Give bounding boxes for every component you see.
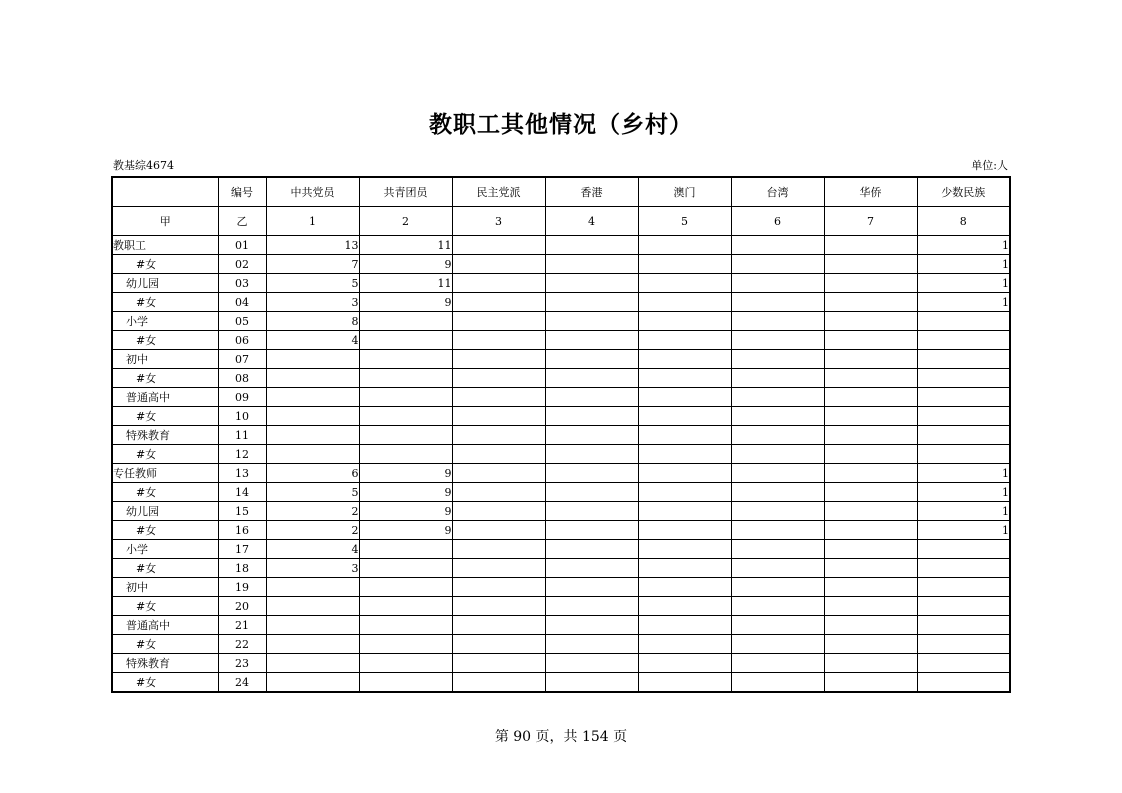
table-row	[112, 578, 1010, 597]
table-cell	[452, 236, 545, 255]
column-header: 华侨	[824, 177, 917, 207]
table-cell	[731, 331, 824, 350]
table-cell	[545, 464, 638, 483]
table-cell	[452, 274, 545, 293]
row-code: 20	[218, 597, 266, 616]
table-cell	[731, 274, 824, 293]
table-cell	[638, 426, 731, 445]
row-code: 19	[218, 578, 266, 597]
column-header: 少数民族	[917, 177, 1010, 207]
table-cell	[545, 445, 638, 464]
column-code: 1	[266, 207, 359, 236]
table-row	[112, 293, 1010, 312]
row-label: #女	[112, 293, 218, 312]
table-cell: 5	[266, 274, 359, 293]
page-title: 教职工其他情况（乡村）	[429, 112, 693, 138]
table-cell	[638, 331, 731, 350]
table-cell	[359, 350, 452, 369]
table-row	[112, 521, 1010, 540]
table-cell: 1	[917, 502, 1010, 521]
table-cell	[731, 616, 824, 635]
table-cell	[452, 350, 545, 369]
table-cell	[731, 635, 824, 654]
table-cell	[452, 293, 545, 312]
table-cell	[266, 369, 359, 388]
table-row	[112, 654, 1010, 673]
table-cell	[545, 578, 638, 597]
table-cell	[359, 407, 452, 426]
table-cell: 1	[917, 521, 1010, 540]
column-header: 香港	[545, 177, 638, 207]
row-code: 11	[218, 426, 266, 445]
table-cell	[917, 388, 1010, 407]
table-cell	[266, 578, 359, 597]
row-label: #女	[112, 445, 218, 464]
table-cell	[731, 445, 824, 464]
row-code: 14	[218, 483, 266, 502]
table-row	[112, 236, 1010, 255]
row-label: #女	[112, 331, 218, 350]
table-cell	[266, 407, 359, 426]
table-cell	[266, 426, 359, 445]
row-code: 03	[218, 274, 266, 293]
column-header: 编号	[218, 177, 266, 207]
table-cell	[917, 312, 1010, 331]
row-code: 21	[218, 616, 266, 635]
table-cell	[266, 445, 359, 464]
table-cell: 9	[359, 502, 452, 521]
table-cell: 9	[359, 483, 452, 502]
table-cell	[266, 597, 359, 616]
header-row	[112, 177, 1010, 207]
column-code: 8	[917, 207, 1010, 236]
table-cell: 3	[266, 293, 359, 312]
table-cell	[266, 616, 359, 635]
row-code: 13	[218, 464, 266, 483]
table-cell: 1	[917, 464, 1010, 483]
row-label: #女	[112, 407, 218, 426]
table-cell	[452, 369, 545, 388]
table-cell	[545, 521, 638, 540]
table-cell	[824, 350, 917, 369]
row-label: 普通高中	[112, 616, 218, 635]
table-cell	[545, 331, 638, 350]
table-row	[112, 483, 1010, 502]
table-cell	[824, 502, 917, 521]
table-cell	[638, 578, 731, 597]
table-cell	[452, 654, 545, 673]
table-row	[112, 673, 1010, 693]
table-cell	[359, 312, 452, 331]
row-label: 幼儿园	[112, 274, 218, 293]
table-cell	[359, 578, 452, 597]
column-code: 乙	[218, 207, 266, 236]
table-cell	[824, 274, 917, 293]
table-cell: 1	[917, 274, 1010, 293]
table-cell	[359, 445, 452, 464]
table-row	[112, 350, 1010, 369]
table-row	[112, 502, 1010, 521]
table-cell	[545, 312, 638, 331]
table-row	[112, 597, 1010, 616]
table-cell: 6	[266, 464, 359, 483]
row-label: 小学	[112, 312, 218, 331]
table-cell: 1	[917, 483, 1010, 502]
table-cell	[824, 236, 917, 255]
table-cell	[545, 673, 638, 693]
table-cell	[266, 635, 359, 654]
table-cell: 5	[266, 483, 359, 502]
row-code: 04	[218, 293, 266, 312]
table-cell	[545, 597, 638, 616]
table-cell	[917, 616, 1010, 635]
table-cell	[545, 635, 638, 654]
row-code: 07	[218, 350, 266, 369]
table-row	[112, 445, 1010, 464]
table-cell	[731, 464, 824, 483]
table-cell	[824, 597, 917, 616]
table-cell: 8	[266, 312, 359, 331]
table-row	[112, 635, 1010, 654]
row-code: 08	[218, 369, 266, 388]
row-label: #女	[112, 559, 218, 578]
table-cell	[917, 540, 1010, 559]
row-label: 小学	[112, 540, 218, 559]
table-cell	[452, 540, 545, 559]
table-cell	[545, 483, 638, 502]
table-cell	[359, 369, 452, 388]
row-label: #女	[112, 673, 218, 693]
table-cell	[452, 445, 545, 464]
table-cell	[917, 654, 1010, 673]
table-row	[112, 407, 1010, 426]
table-cell	[824, 673, 917, 693]
column-header: 澳门	[638, 177, 731, 207]
row-label: 教职工	[112, 236, 218, 255]
data-table	[111, 176, 1011, 693]
table-cell	[824, 616, 917, 635]
table-cell	[452, 312, 545, 331]
table-cell: 11	[359, 274, 452, 293]
table-cell	[638, 616, 731, 635]
column-header: 台湾	[731, 177, 824, 207]
table-cell: 3	[266, 559, 359, 578]
table-cell	[731, 369, 824, 388]
table-cell	[824, 407, 917, 426]
table-row	[112, 369, 1010, 388]
row-code: 15	[218, 502, 266, 521]
table-cell	[917, 559, 1010, 578]
table-cell	[452, 464, 545, 483]
column-code: 7	[824, 207, 917, 236]
table-cell	[638, 540, 731, 559]
row-code: 06	[218, 331, 266, 350]
row-label: 普通高中	[112, 388, 218, 407]
row-label: #女	[112, 635, 218, 654]
table-cell	[452, 426, 545, 445]
table-cell	[452, 388, 545, 407]
row-label: #女	[112, 255, 218, 274]
table-row	[112, 312, 1010, 331]
table-cell: 11	[359, 236, 452, 255]
table-cell	[359, 654, 452, 673]
table-cell: 9	[359, 464, 452, 483]
table-cell	[545, 236, 638, 255]
table-cell	[638, 464, 731, 483]
table-cell	[545, 426, 638, 445]
table-cell	[545, 274, 638, 293]
table-cell	[545, 388, 638, 407]
table-cell	[452, 407, 545, 426]
table-cell	[731, 597, 824, 616]
table-cell: 9	[359, 521, 452, 540]
table-cell	[452, 578, 545, 597]
table-cell	[452, 483, 545, 502]
table-cell: 2	[266, 521, 359, 540]
row-code: 10	[218, 407, 266, 426]
table-cell	[917, 426, 1010, 445]
table-cell	[359, 597, 452, 616]
table-row	[112, 388, 1010, 407]
table-cell	[638, 369, 731, 388]
table-cell: 7	[266, 255, 359, 274]
column-code: 4	[545, 207, 638, 236]
table-cell	[824, 540, 917, 559]
table-cell	[731, 578, 824, 597]
table-cell	[452, 559, 545, 578]
row-label: 幼儿园	[112, 502, 218, 521]
table-cell: 9	[359, 255, 452, 274]
table-cell	[638, 502, 731, 521]
table-cell	[359, 426, 452, 445]
table-cell	[545, 540, 638, 559]
table-cell	[731, 426, 824, 445]
table-cell	[359, 635, 452, 654]
table-cell	[731, 312, 824, 331]
table-cell	[638, 388, 731, 407]
column-header: 民主党派	[452, 177, 545, 207]
table-cell	[545, 559, 638, 578]
table-cell	[452, 616, 545, 635]
table-cell	[545, 502, 638, 521]
row-code: 01	[218, 236, 266, 255]
table-cell	[266, 673, 359, 693]
row-code: 02	[218, 255, 266, 274]
table-cell	[638, 312, 731, 331]
row-code: 24	[218, 673, 266, 693]
table-cell	[638, 635, 731, 654]
table-cell	[824, 559, 917, 578]
table-cell	[545, 293, 638, 312]
table-cell	[824, 578, 917, 597]
table-cell	[824, 464, 917, 483]
table-cell	[917, 369, 1010, 388]
table-cell	[917, 635, 1010, 654]
table-cell	[824, 369, 917, 388]
table-cell	[452, 597, 545, 616]
table-cell	[359, 616, 452, 635]
table-cell	[638, 597, 731, 616]
row-label: #女	[112, 369, 218, 388]
row-label: 特殊教育	[112, 426, 218, 445]
row-label: #女	[112, 483, 218, 502]
table-cell	[731, 236, 824, 255]
table-cell	[545, 654, 638, 673]
table-cell	[824, 312, 917, 331]
table-cell	[359, 540, 452, 559]
column-code: 6	[731, 207, 824, 236]
table-row	[112, 274, 1010, 293]
table-cell	[638, 274, 731, 293]
table-cell	[917, 407, 1010, 426]
row-label: 初中	[112, 578, 218, 597]
table-cell: 13	[266, 236, 359, 255]
table-cell	[638, 559, 731, 578]
table-cell	[452, 521, 545, 540]
table-cell	[731, 673, 824, 693]
table-cell	[359, 559, 452, 578]
table-cell: 9	[359, 293, 452, 312]
table-cell	[731, 255, 824, 274]
table-cell	[638, 236, 731, 255]
table-cell	[731, 654, 824, 673]
table-cell: 4	[266, 331, 359, 350]
table-cell	[824, 255, 917, 274]
table-cell	[731, 350, 824, 369]
table-cell	[824, 635, 917, 654]
page-footer: 第 90 页，共 154 页	[494, 729, 628, 745]
table-row	[112, 331, 1010, 350]
table-cell	[638, 521, 731, 540]
table-cell	[638, 255, 731, 274]
row-code: 23	[218, 654, 266, 673]
table-cell	[731, 502, 824, 521]
table-cell	[638, 445, 731, 464]
unit-label: 单位:人	[971, 159, 1008, 172]
table-cell	[824, 483, 917, 502]
column-code: 甲	[112, 207, 218, 236]
table-cell	[545, 407, 638, 426]
table-cell	[638, 673, 731, 693]
table-cell	[917, 445, 1010, 464]
table-cell	[824, 426, 917, 445]
table-cell	[731, 483, 824, 502]
table-cell	[824, 445, 917, 464]
table-cell	[638, 293, 731, 312]
table-cell	[545, 255, 638, 274]
table-cell	[917, 331, 1010, 350]
table-cell: 4	[266, 540, 359, 559]
row-label: 专任教师	[112, 464, 218, 483]
table-code: 教基综4674	[113, 159, 174, 172]
table-cell	[731, 559, 824, 578]
table-cell	[917, 673, 1010, 693]
table-cell	[638, 350, 731, 369]
table-cell	[452, 255, 545, 274]
table-cell	[359, 673, 452, 693]
column-code: 3	[452, 207, 545, 236]
table-cell	[824, 521, 917, 540]
table-cell	[266, 654, 359, 673]
table-cell	[824, 331, 917, 350]
table-cell: 1	[917, 236, 1010, 255]
table-cell: 1	[917, 255, 1010, 274]
table-row	[112, 255, 1010, 274]
row-code: 12	[218, 445, 266, 464]
column-header	[112, 177, 218, 207]
column-code: 2	[359, 207, 452, 236]
table-cell	[359, 388, 452, 407]
table-cell	[452, 502, 545, 521]
table-cell	[824, 654, 917, 673]
table-cell	[824, 293, 917, 312]
table-cell	[266, 388, 359, 407]
table-cell	[638, 654, 731, 673]
table-row	[112, 559, 1010, 578]
row-label: 特殊教育	[112, 654, 218, 673]
row-code: 16	[218, 521, 266, 540]
row-code: 18	[218, 559, 266, 578]
row-code: 17	[218, 540, 266, 559]
table-cell	[545, 616, 638, 635]
column-code: 5	[638, 207, 731, 236]
table-cell	[731, 540, 824, 559]
table-cell	[452, 635, 545, 654]
column-header: 中共党员	[266, 177, 359, 207]
table-cell	[824, 388, 917, 407]
table-cell	[266, 350, 359, 369]
table-cell	[917, 350, 1010, 369]
table-row	[112, 616, 1010, 635]
table-cell: 1	[917, 293, 1010, 312]
table-cell	[359, 331, 452, 350]
table-cell	[917, 578, 1010, 597]
row-label: #女	[112, 597, 218, 616]
table-cell	[731, 407, 824, 426]
table-cell	[731, 293, 824, 312]
table-row	[112, 464, 1010, 483]
table-row	[112, 540, 1010, 559]
table-cell	[452, 331, 545, 350]
table-cell	[638, 407, 731, 426]
row-code: 22	[218, 635, 266, 654]
row-code: 05	[218, 312, 266, 331]
row-code: 09	[218, 388, 266, 407]
table-cell: 2	[266, 502, 359, 521]
table-cell	[638, 483, 731, 502]
row-label: 初中	[112, 350, 218, 369]
column-header: 共青团员	[359, 177, 452, 207]
table-cell	[731, 388, 824, 407]
table-cell	[545, 350, 638, 369]
row-label: #女	[112, 521, 218, 540]
column-code-row	[112, 207, 1010, 236]
table-cell	[917, 597, 1010, 616]
table-row	[112, 426, 1010, 445]
table-cell	[545, 369, 638, 388]
table-cell	[731, 521, 824, 540]
table-cell	[452, 673, 545, 693]
